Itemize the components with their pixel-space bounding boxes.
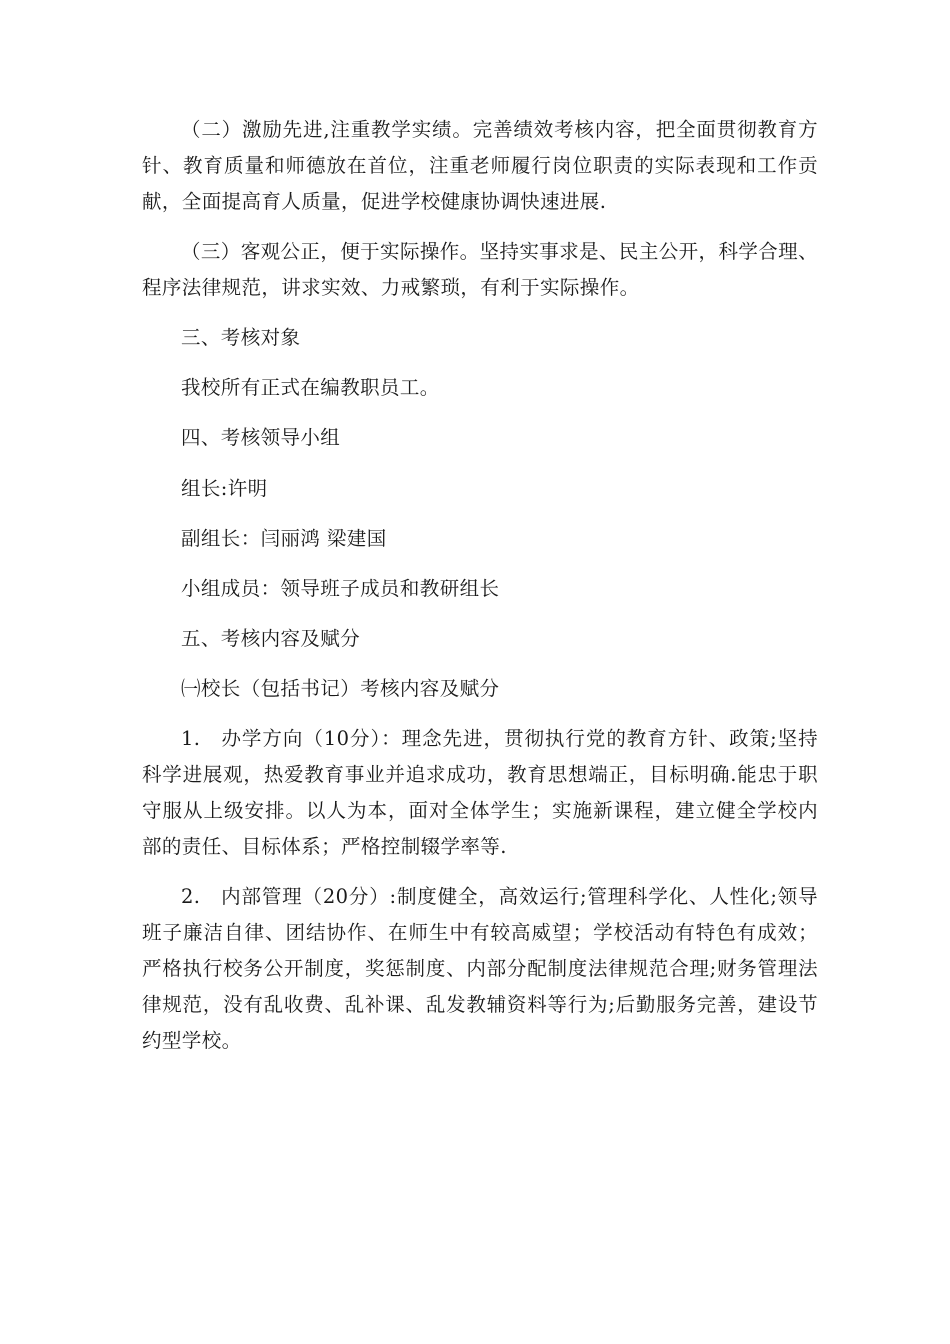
paragraph-assessment-target: 我校所有正式在编教职员工。 (181, 376, 440, 400)
paragraph-item-internal-management: 2. 内部管理（20分）:制度健全，高效运行;管理科学化、人性化;领导班子廉洁自律、团结协作、在师生中有较高威望；学校活动有特色有成效；严格执行校务公开制度，奖惩制度、内部分配制度法律规范合理;财务管理法律规范，没有乱收费、乱补课、乱发教辅资料等行为;后勤服务完善，建设节约型学校。 (142, 885, 818, 1053)
paragraph-principle-fairness: （三）客观公正，便于实际操作。坚持实事求是、民主公开，科学合理、程序法律规范，讲求实效、力戒繁琐，有利于实际操作。 (142, 240, 818, 300)
paragraph-item-school-direction: 1. 办学方向（10分）：理念先进，贯彻执行党的教育方针、政策;坚持科学进展观，热爱教育事业并追求成功，教育思想端正，目标明确.能忠于职守服从上级安排。以人为本，面对全体学生；实施新课程，建立健全学校内部的责任、目标体系；严格控制辍学率等. (142, 726, 818, 858)
subheading-principal-assessment: ㈠校长（包括书记）考核内容及赋分 (181, 676, 500, 700)
paragraph-group-leader: 组长:许明 (181, 476, 268, 500)
heading-assessment-target: 三、考核对象 (181, 326, 301, 350)
paragraph-deputy-leader: 副组长：闫丽鸿 梁建国 (181, 526, 387, 550)
document-body (142, 112, 818, 1073)
paragraph-principle-incentive: （二）激励先进,注重教学实绩。完善绩效考核内容，把全面贯彻教育方针、教育质量和师德放在首位，注重老师履行岗位职责的实际表现和工作贡献，全面提高育人质量，促进学校健康协调快速进展. (142, 118, 818, 214)
paragraph-group-members: 小组成员：领导班子成员和教研组长 (181, 576, 500, 600)
heading-assessment-content: 五、考核内容及赋分 (181, 626, 361, 650)
heading-leadership-group: 四、考核领导小组 (181, 426, 341, 450)
